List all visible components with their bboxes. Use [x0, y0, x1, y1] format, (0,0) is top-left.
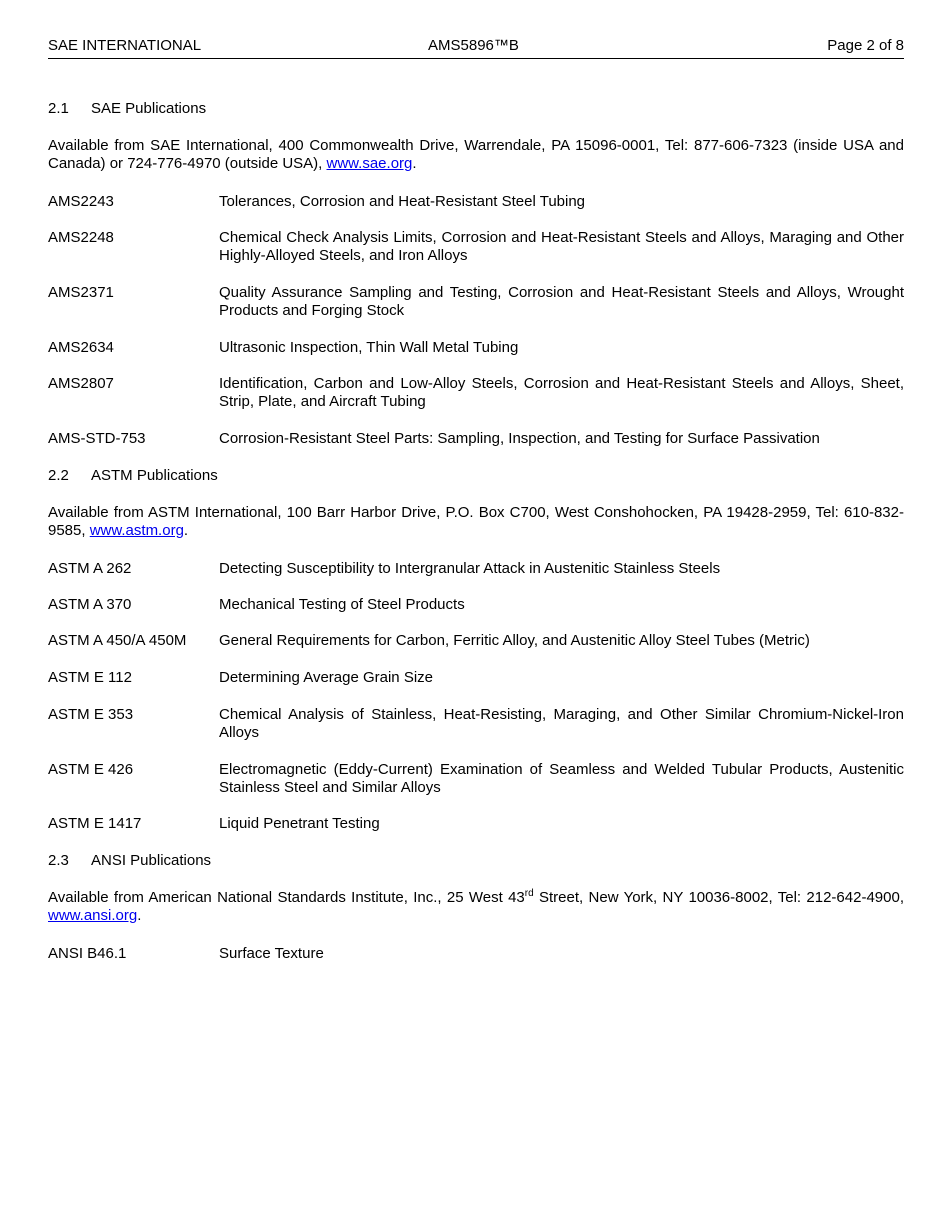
section-heading-ansi — [48, 852, 904, 870]
reference-code: AMS2248 — [48, 229, 114, 246]
reference-code: AMS-STD-753 — [48, 430, 146, 447]
reference-code: ASTM E 1417 — [48, 815, 142, 832]
header-organization: SAE INTERNATIONAL — [48, 37, 202, 54]
section-heading-astm — [48, 467, 904, 485]
reference-code: ASTM A 262 — [48, 560, 132, 577]
paragraph-end: . — [183, 522, 189, 539]
header-document-id: AMS5896™B — [428, 37, 519, 54]
reference-title: Surface Texture — [219, 945, 324, 962]
reference-code: ASTM A 370 — [48, 596, 132, 613]
paragraph-end: . — [137, 907, 142, 924]
paragraph-text: Street, New York, NY 10036-8002, Tel: 212-642-4900, — [533, 889, 904, 906]
reference-title: Mechanical Testing of Steel Products — [219, 596, 465, 613]
astm-availability-paragraph — [48, 504, 904, 540]
reference-code: AMS2807 — [48, 375, 114, 392]
reference-code: ASTM E 426 — [48, 761, 134, 778]
section-heading-sae — [48, 100, 904, 118]
reference-title: Chemical Check Analysis Limits, Corrosion and Heat-Resistant Steels and Alloys, Maraging and Other Highly-Alloyed Steels, and Iron Alloys — [219, 229, 904, 264]
ansi-availability-paragraph — [48, 889, 904, 925]
reference-code: ASTM E 112 — [48, 669, 132, 686]
paragraph-end: . — [412, 155, 417, 172]
astm-website-link[interactable]: www.astm.org — [89, 522, 184, 539]
reference-title: Chemical Analysis of Stainless, Heat-Resisting, Maraging, and Other Similar Chromium-Nickel-Iron Alloys — [219, 706, 904, 741]
section-title: ASTM Publications — [91, 467, 218, 484]
reference-code: ASTM E 353 — [48, 706, 134, 723]
reference-title: Electromagnetic (Eddy-Current) Examination of Seamless and Welded Tubular Products, Austenitic Stainless Steel and Similar Alloys — [219, 761, 904, 796]
ansi-website-link[interactable]: www.ansi.org — [48, 907, 138, 924]
reference-title: Liquid Penetrant Testing — [219, 815, 380, 832]
reference-code: AMS2371 — [48, 284, 114, 301]
reference-title: Identification, Carbon and Low-Alloy Steels, Corrosion and Heat-Resistant Steels and Alloys, Sheet, Strip, Plate, and Aircraft Tubing — [219, 375, 904, 410]
reference-title: Determining Average Grain Size — [219, 669, 433, 686]
reference-title: General Requirements for Carbon, Ferritic Alloy, and Austenitic Alloy Steel Tubes (Metric) — [219, 632, 810, 649]
sae-website-link[interactable]: www.sae.org — [326, 155, 413, 172]
reference-code: ASTM A 450/A 450M — [48, 632, 187, 649]
section-title: ANSI Publications — [91, 852, 212, 869]
page-header — [48, 36, 904, 59]
reference-title: Corrosion-Resistant Steel Parts: Sampling, Inspection, and Testing for Surface Passivation — [219, 430, 820, 447]
paragraph-text: Available from ASTM International, 100 Barr Harbor Drive, P.O. Box C700, West Conshohocken, PA 19428-2959, Tel: 610-832-9585, — [48, 504, 904, 539]
section-number: 2.1 — [48, 100, 69, 117]
reference-title: Detecting Susceptibility to Intergranular Attack in Austenitic Stainless Steels — [219, 560, 721, 577]
section-title: SAE Publications — [91, 100, 207, 117]
reference-code: AMS2243 — [48, 193, 114, 210]
section-number: 2.2 — [48, 467, 69, 484]
header-page-number: Page 2 of 8 — [827, 37, 904, 54]
reference-title: Quality Assurance Sampling and Testing, Corrosion and Heat-Resistant Steels and Alloys, Wrought Products and Forging Stock — [219, 284, 904, 319]
section-number: 2.3 — [48, 852, 69, 869]
paragraph-text: Available from American National Standards Institute, Inc., 25 West 43 — [48, 889, 525, 906]
sae-availability-paragraph — [48, 137, 904, 173]
reference-code: AMS2634 — [48, 339, 114, 356]
reference-code: ANSI B46.1 — [48, 945, 127, 962]
paragraph-text: Available from SAE International, 400 Commonwealth Drive, Warrendale, PA 15096-0001, Tel: 877-606-7323 (inside USA and Canada) or 724-776-4970 (outside USA), — [48, 137, 904, 172]
ordinal-suffix: rd — [524, 888, 534, 899]
reference-title: Ultrasonic Inspection, Thin Wall Metal Tubing — [219, 339, 519, 356]
reference-title: Tolerances, Corrosion and Heat-Resistant Steel Tubing — [219, 193, 586, 210]
